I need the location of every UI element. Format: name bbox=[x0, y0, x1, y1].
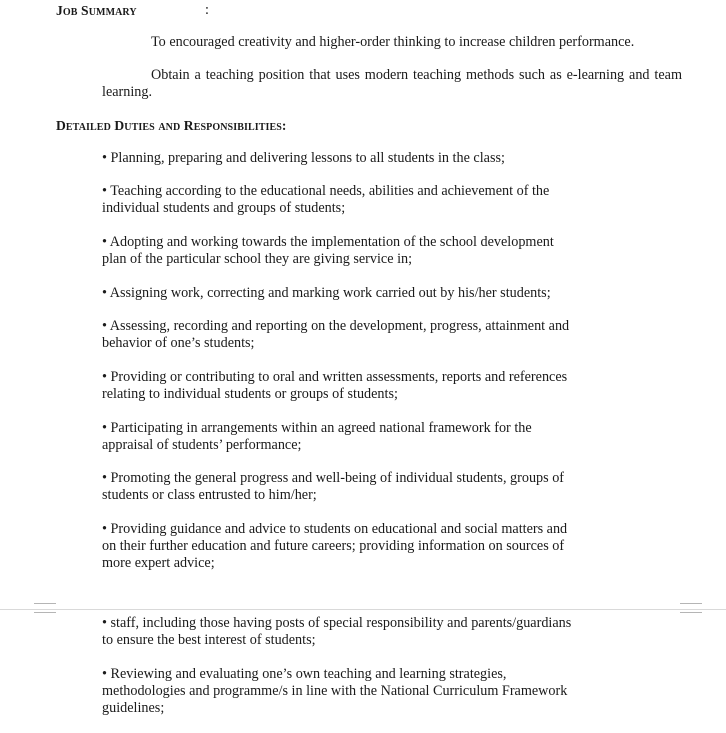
duty-item bbox=[102, 150, 505, 167]
page-break-marker-right bbox=[680, 603, 702, 613]
duty-line: on their further education and future careers; providing information on sources of bbox=[102, 538, 565, 554]
duty-item bbox=[102, 470, 564, 504]
duty-line: • staff, including those having posts of special responsibility and parents/guardians bbox=[102, 615, 572, 631]
duty-item bbox=[102, 318, 569, 352]
duty-line: guidelines; bbox=[102, 700, 165, 716]
duty-item bbox=[102, 615, 571, 649]
duties-heading: Detailed Duties and Responsibilities: bbox=[56, 118, 287, 133]
job-summary-colon: : bbox=[205, 2, 209, 18]
duty-line: plan of the particular school they are giving service in; bbox=[102, 251, 413, 267]
duty-line: relating to individual students or groups of students; bbox=[102, 386, 398, 402]
duty-line: • Providing guidance and advice to students on educational and social matters and bbox=[102, 521, 568, 537]
duty-item bbox=[102, 183, 549, 217]
duty-line: • Planning, preparing and delivering lessons to all students in the class; bbox=[102, 150, 505, 166]
page-break-marker-left bbox=[34, 603, 56, 613]
duty-line: • Providing or contributing to oral and written assessments, reports and references bbox=[102, 369, 568, 385]
duty-item bbox=[102, 285, 551, 302]
duty-item bbox=[102, 234, 554, 268]
job-summary-line-2: Obtain a teaching position that uses modern teaching methods such as e-learning and team learning. bbox=[102, 67, 682, 100]
duty-item bbox=[102, 521, 567, 572]
duty-line: • Promoting the general progress and well-being of individual students, groups of bbox=[102, 470, 565, 486]
duty-line: students or class entrusted to him/her; bbox=[102, 487, 317, 503]
duty-line: to ensure the best interest of students; bbox=[102, 632, 316, 648]
duty-line: • Adopting and working towards the implementation of the school development bbox=[102, 234, 554, 250]
duty-line: methodologies and programme/s in line with the National Curriculum Framework bbox=[102, 683, 568, 699]
duty-item bbox=[102, 369, 567, 403]
duty-item bbox=[102, 666, 567, 717]
job-summary-heading: Job Summary bbox=[56, 3, 137, 18]
duty-line: appraisal of students’ performance; bbox=[102, 437, 302, 453]
duty-line: • Reviewing and evaluating one’s own teaching and learning strategies, bbox=[102, 666, 507, 682]
duty-line: more expert advice; bbox=[102, 555, 215, 571]
duty-line: • Participating in arrangements within an agreed national framework for the bbox=[102, 420, 532, 436]
duty-item bbox=[102, 420, 532, 454]
page-break-line bbox=[0, 609, 726, 610]
duty-line: • Assigning work, correcting and marking work carried out by his/her students; bbox=[102, 285, 551, 301]
duty-line: • Assessing, recording and reporting on the development, progress, attainment and bbox=[102, 318, 570, 334]
duty-line: • Teaching according to the educational needs, abilities and achievement of the bbox=[102, 183, 550, 199]
job-summary-line-1: To encouraged creativity and higher-order thinking to increase children performance. bbox=[151, 34, 635, 50]
duty-line: individual students and groups of students; bbox=[102, 200, 346, 216]
duty-line: behavior of one’s students; bbox=[102, 335, 255, 351]
